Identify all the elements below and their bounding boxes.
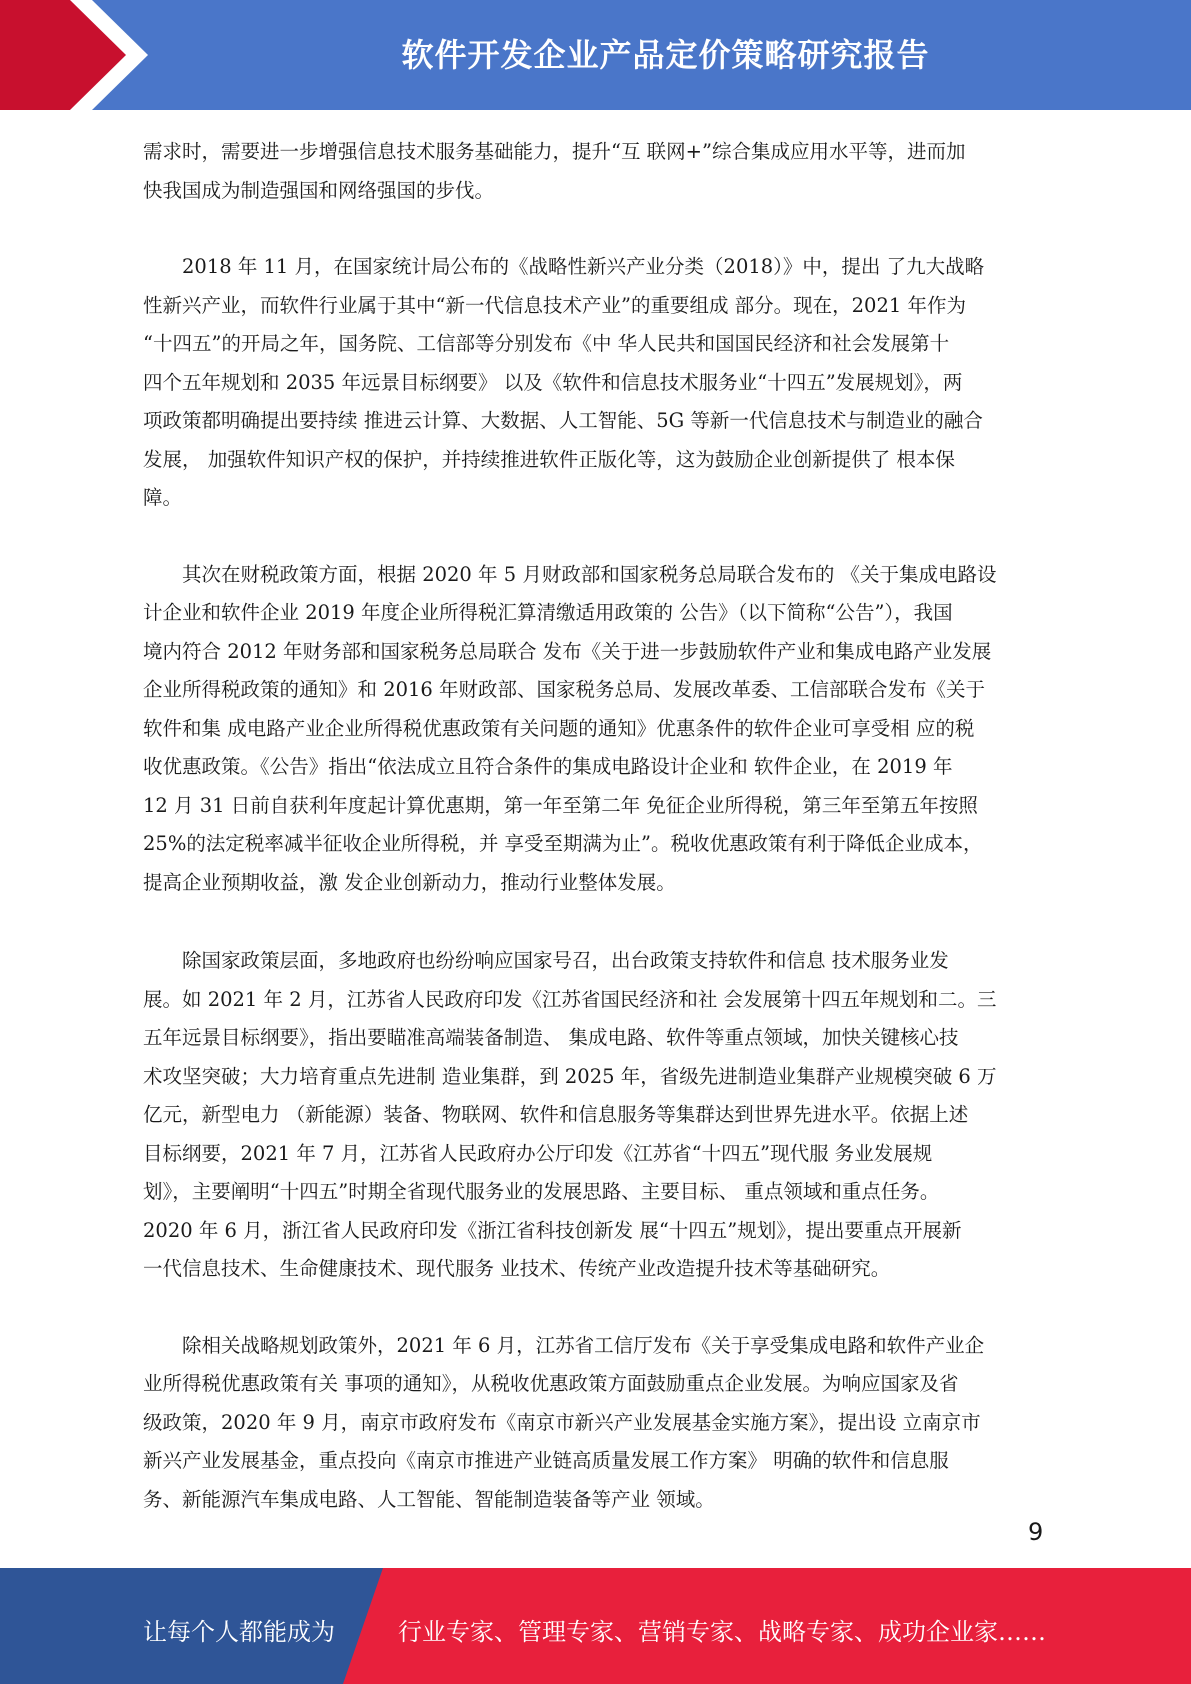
- text-line: 收优惠政策。《公告》指出“依法成立且符合条件的集成电路设计企业和 软件企业，在 2019 年: [143, 755, 953, 778]
- page-footer: [0, 1568, 1191, 1684]
- text-line: 亿元，新型电力 （新能源）装备、物联网、软件和信息服务等集群达到世界先进水平。依据上述: [143, 1103, 969, 1126]
- paragraph-5: [143, 1327, 1046, 1520]
- paragraph-1: [143, 133, 1046, 210]
- text-line: 务、新能源汽车集成电路、人工智能、智能制造装备等产业 领域。: [143, 1487, 715, 1511]
- text-line: 其次在财税政策方面，根据 2020 年 5 月财政部和国家税务总局联合发布的 《关于集成电路设: [143, 562, 997, 586]
- text-line: 业所得税优惠政策有关 事项的通知》，从税收优惠政策方面鼓励重点企业发展。为响应国家及省: [143, 1372, 959, 1395]
- text-line: 术攻坚突破；大力培育重点先进制 造业集群，到 2025 年，省级先进制造业集群产业规模突破 6 万: [143, 1064, 997, 1088]
- page-number: 9: [1028, 1518, 1044, 1546]
- text-line: 障。: [143, 486, 183, 509]
- text-line: 快我国成为制造强国和网络强国的步伐。: [143, 178, 495, 202]
- text-line: 25%的法定税率减半征收企业所得税，并 享受至期满为止”。税收优惠政策有利于降低企业成本，: [143, 832, 983, 855]
- document-body: [143, 133, 1046, 1519]
- text-line: 性新兴产业，而软件行业属于其中“新一代信息技术产业”的重要组成 部分。现在，2021 年作为: [143, 293, 966, 317]
- footer-slogan-right: 行业专家、管理专家、营销专家、战略专家、成功企业家……: [398, 1618, 1046, 1646]
- text-line: 12 月 31 日前自获利年度起计算优惠期，第一年至第二年 免征企业所得税，第三年至第五年按照: [143, 793, 978, 817]
- text-line: 企业所得税政策的通知》和 2016 年财政部、国家税务总局、发展改革委、工信部联合发布《关于: [143, 678, 986, 701]
- text-line: 提高企业预期收益，激 发企业创新动力，推动行业整体发展。: [143, 870, 676, 894]
- text-line: “十四五”的开局之年，国务院、工信部等分别发布《中 华人民共和国国民经济和社会发展第十: [143, 332, 950, 355]
- text-line: 除国家政策层面，多地政府也纷纷响应国家号召，出台政策支持软件和信息 技术服务业发: [143, 949, 949, 972]
- text-line: 目标纲要，2021 年 7 月，江苏省人民政府办公厅印发《江苏省“十四五”现代服 务业发展规: [143, 1141, 933, 1165]
- text-line: 划》，主要阐明“十四五”时期全省现代服务业的发展思路、主要目标、 重点领域和重点任务。: [143, 1180, 940, 1203]
- text-line: 计企业和软件企业 2019 年度企业所得税汇算清缴适用政策的 公告》（以下简称“公告”），我国: [143, 601, 953, 624]
- paragraph-2: [143, 248, 1046, 518]
- text-line: 一代信息技术、生命健康技术、现代服务 业技术、传统产业改造提升技术等基础研究。: [143, 1257, 891, 1280]
- text-line: 展。如 2021 年 2 月，江苏省人民政府印发《江苏省国民经济和社 会发展第十四五年规划和二。三: [143, 987, 997, 1011]
- text-line: 除相关战略规划政策外，2021 年 6 月，江苏省工信厅发布《关于享受集成电路和软件产业企: [143, 1333, 985, 1357]
- text-line: 项政策都明确提出要持续 推进云计算、大数据、人工智能、5G 等新一代信息技术与制造业的融合: [143, 409, 983, 432]
- text-line: 需求时，需要进一步增强信息技术服务基础能力，提升“互 联网+”综合集成应用水平等，进而加: [143, 140, 966, 163]
- page-title: 软件开发企业产品定价策略研究报告: [401, 36, 930, 74]
- text-line: 四个五年规划和 2035 年远景目标纲要》 以及《软件和信息技术服务业“十四五”发展规划》，两: [143, 370, 963, 394]
- text-line: 2020 年 6 月，浙江省人民政府印发《浙江省科技创新发 展“十四五”规划》，提出要重点开展新: [143, 1218, 962, 1242]
- text-line: 新兴产业发展基金，重点投向《南京市推进产业链高质量发展工作方案》 明确的软件和信息服: [143, 1449, 949, 1472]
- text-line: 2018 年 11 月，在国家统计局公布的《战略性新兴产业分类（2018）》中，提出 了九大战略: [143, 255, 985, 278]
- text-line: 境内符合 2012 年财务部和国家税务总局联合 发布《关于进一步鼓励软件产业和集成电路产业发展: [143, 639, 992, 663]
- footer-slogan-left: 让每个人都能成为: [143, 1618, 335, 1646]
- text-line: 级政策，2020 年 9 月，南京市政府发布《南京市新兴产业发展基金实施方案》，提出设 立南京市: [143, 1410, 981, 1434]
- paragraph-4: [143, 942, 1046, 1289]
- page-header: [0, 0, 1191, 110]
- text-line: 五年远景目标纲要》，指出要瞄准高端装备制造、 集成电路、软件等重点领域，加快关键核心技: [143, 1026, 959, 1049]
- text-line: 发展， 加强软件知识产权的保护，并持续推进软件正版化等，这为鼓励企业创新提供了 根本保: [143, 447, 955, 471]
- text-line: 软件和集 成电路产业企业所得税优惠政策有关问题的通知》优惠条件的软件企业可享受相 应的税: [143, 716, 975, 740]
- paragraph-3: [143, 556, 1046, 903]
